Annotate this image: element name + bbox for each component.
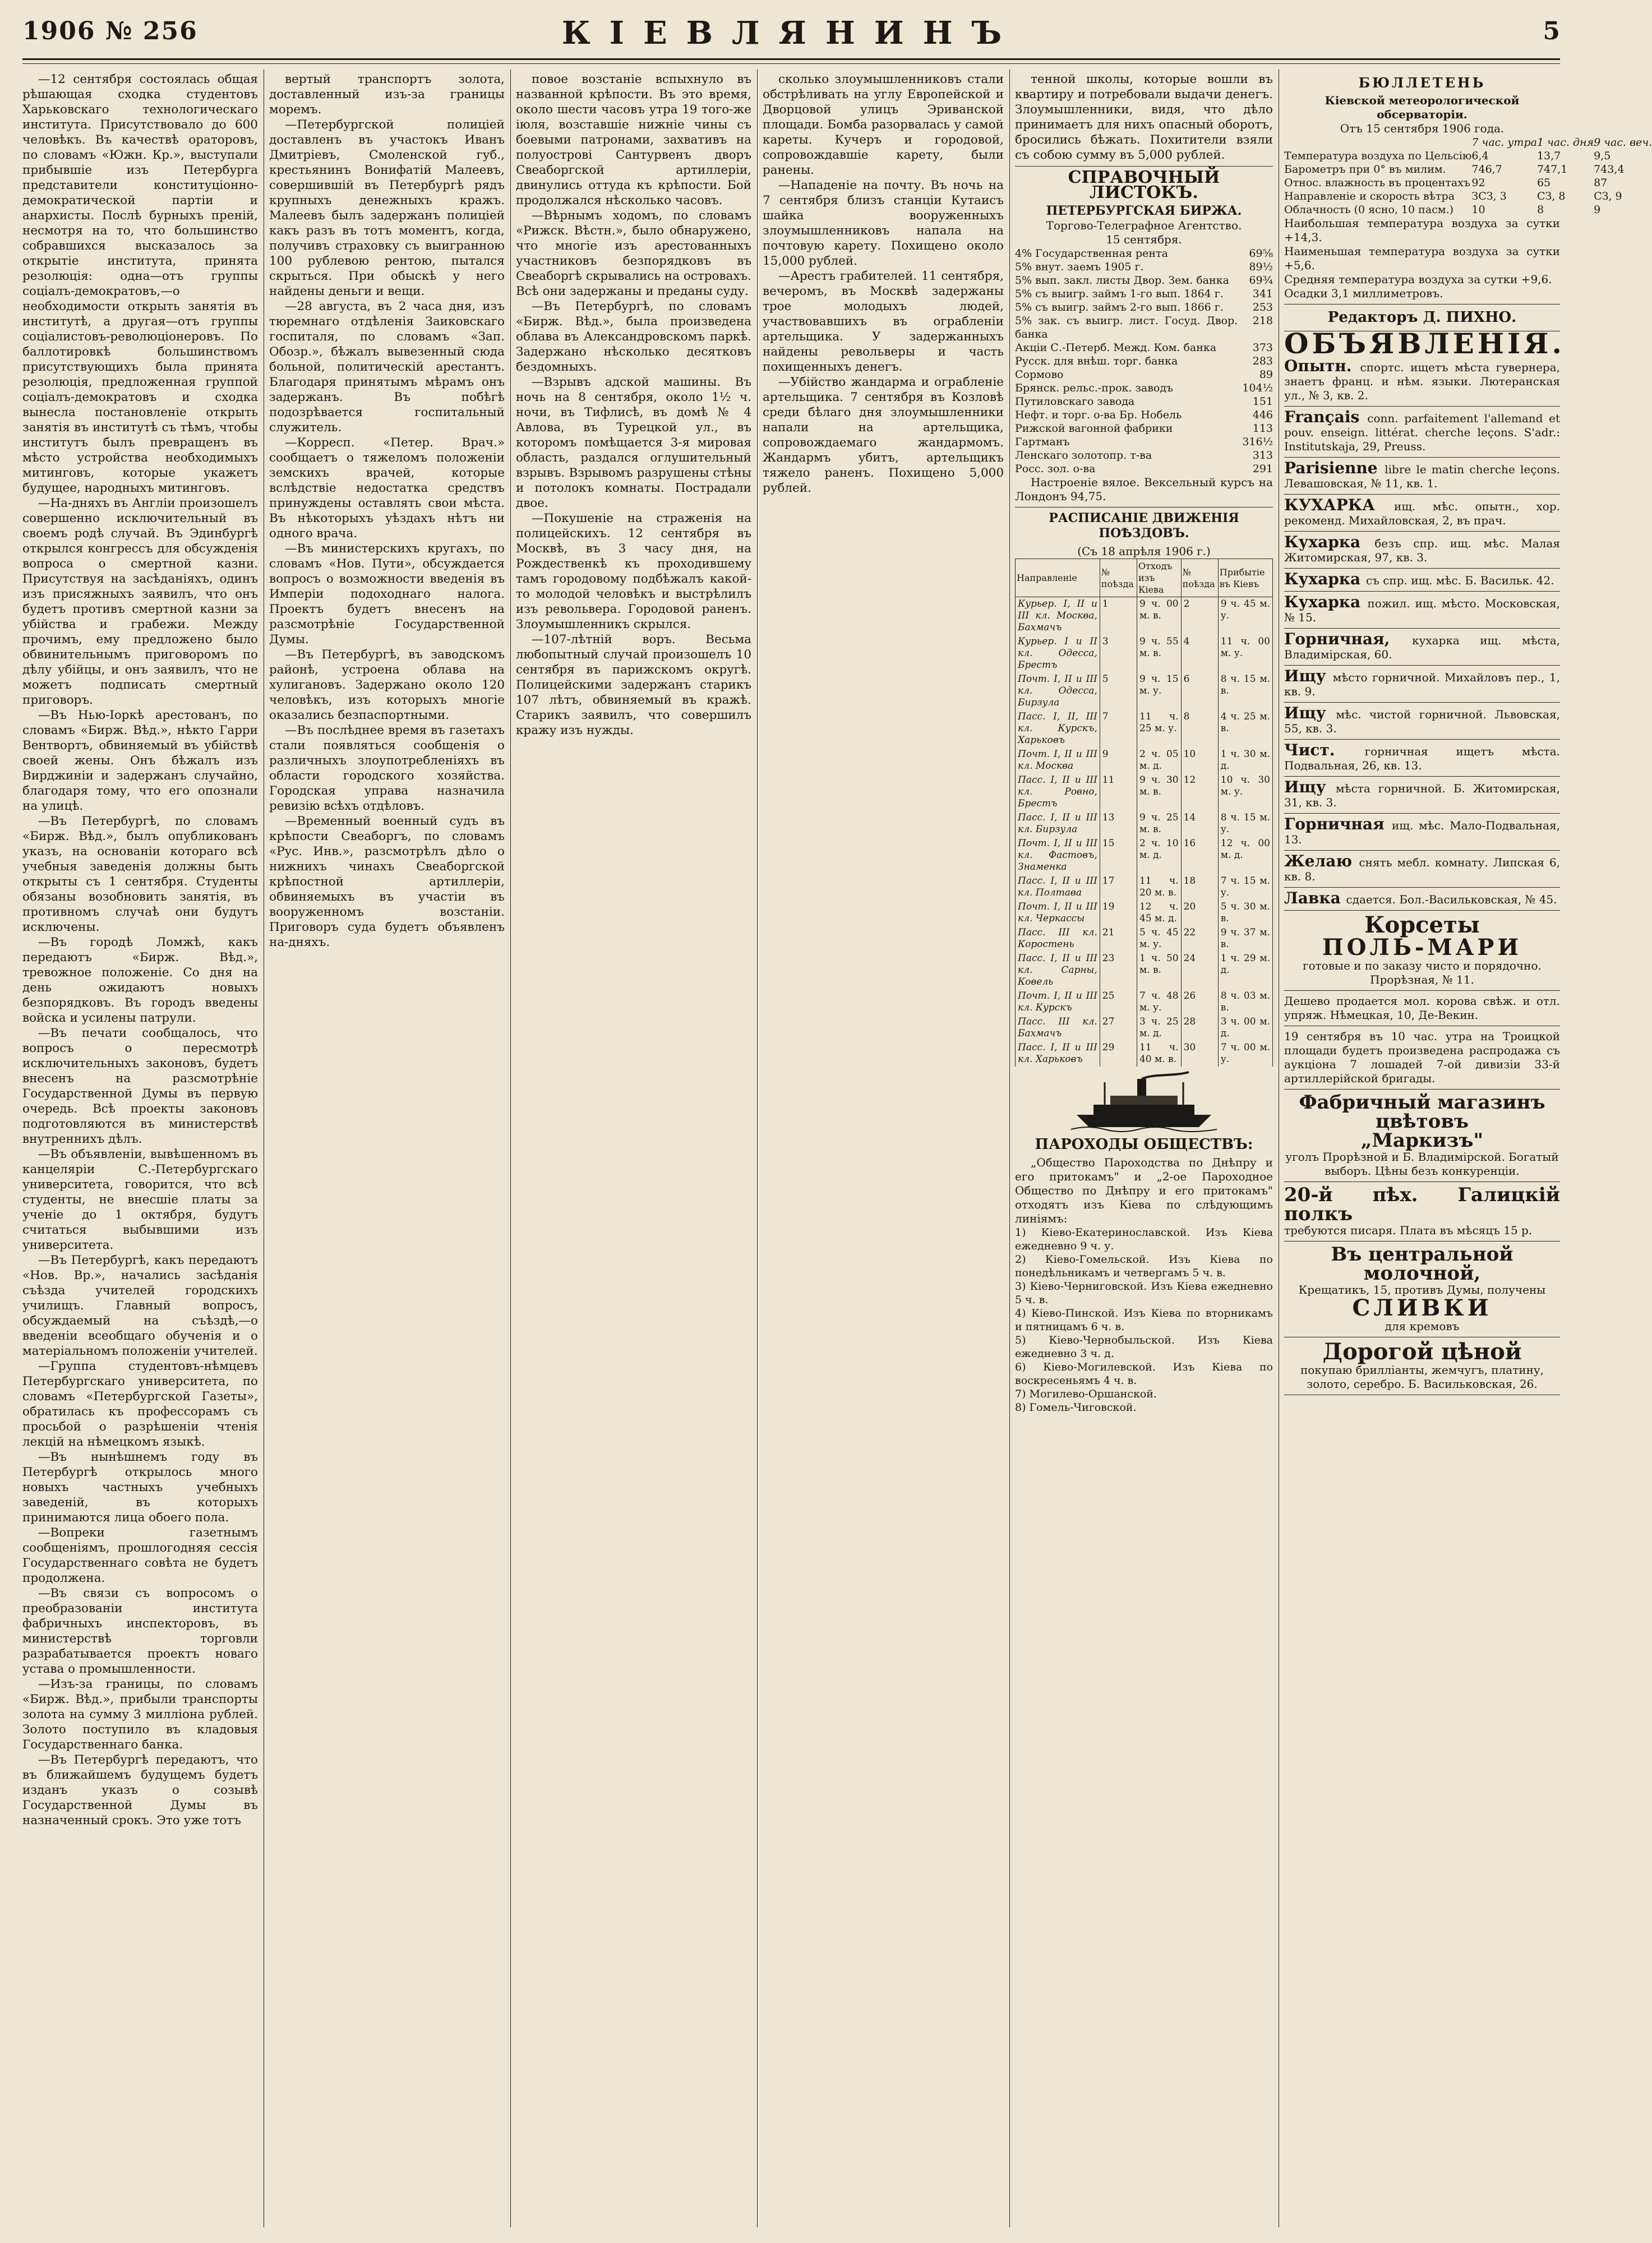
weather-value: ЗСЗ, 3 xyxy=(1471,190,1507,202)
security-name: 5% съ выигр. займъ 1-го вып. 1864 г. xyxy=(1015,288,1224,300)
schedule-cell: 3 ч. 00 м. д. xyxy=(1218,1015,1272,1041)
article-paragraph: сколько злоумышленниковъ стали обстрѣливать на углу Европейской и Дворцовой улицъ Эриванской площади. Бомба разорвалась у самой кареты. Кучеръ и городовой, сопровождавшіе карету, были ранены. xyxy=(763,72,1004,177)
schedule-cell: 3 ч. 25 м. д. xyxy=(1137,1015,1181,1041)
security-name: 5% зак. съ выигр. лист. Госуд. Двор. банка xyxy=(1015,315,1238,340)
steamer-line: 6) Кіево-Могилевской. Изъ Кіева по воскресеньямъ 4 ч. в. xyxy=(1015,1361,1273,1387)
schedule-cell: 21 xyxy=(1100,926,1137,952)
classified-ad: Горничная ищ. мѣс. Мало-Подвальная, 13. xyxy=(1284,814,1560,851)
schedule-cell: 22 xyxy=(1181,926,1218,952)
schedule-cell: 30 xyxy=(1181,1041,1218,1067)
schedule-cell: 1 xyxy=(1100,597,1137,635)
birzha-note: Настроеніе вялое. Вексельный курсъ на Лондонъ 94,75. xyxy=(1015,476,1273,503)
schedule-cell: 8 ч. 15 м. у. xyxy=(1218,811,1272,837)
schedule-cell: 12 ч. 00 м. д. xyxy=(1218,837,1272,874)
classified-ad: Кухарка пожил. ищ. мѣсто. Московская, № 15. xyxy=(1284,592,1560,629)
schedule-row xyxy=(1016,773,1273,811)
article-paragraph: —Въ Петербургѣ, по словамъ «Бирж. Вѣд.», была произведена облава въ Александровскомъ паркѣ. Задержано нѣсколько десятковъ бездомныхъ. xyxy=(516,299,751,374)
security-price: 69¾ xyxy=(1249,274,1273,287)
schedule-cell: 9 ч. 15 м. у. xyxy=(1137,672,1181,710)
security-name: Гартманъ xyxy=(1015,436,1070,448)
column-2 xyxy=(269,72,505,2225)
schedule-cell: Почт. I, II и III кл. Одесса, Бирзула xyxy=(1016,672,1100,710)
article-paragraph: —Въ Петербургѣ, какъ передаютъ «Нов. Вр.», начались засѣданія съѣзда учителей городскихъ училищъ. Главный вопросъ, обсуждаемый на съѣздѣ,—о введеніи всеобщаго обученія и о матеріальномъ положеніи учителей. xyxy=(22,1253,258,1358)
schedule-cell: 3 xyxy=(1100,635,1137,672)
article-paragraph: —Группа студентовъ-нѣмцевъ Петербургскаго университета, по словамъ «Петербургской Газеты», обратилась къ профессорамъ съ просьбой о разрѣшеніи чтенія лекцій на нѣмецкомъ языкѣ. xyxy=(22,1359,258,1449)
schedule-cell: 9 xyxy=(1100,747,1137,773)
classified-ad: Кухарка безъ спр. ищ. мѣс. Малая Житомирская, 97, кв. 3. xyxy=(1284,532,1560,569)
schedule-cell: 17 xyxy=(1100,874,1137,900)
weather-value: 747,1 xyxy=(1536,163,1568,176)
schedule-cell: 5 xyxy=(1100,672,1137,710)
schedule-title: РАСПИСАНІЕ ДВИЖЕНІЯ ПОѢЗДОВЪ. xyxy=(1049,511,1239,541)
schedule-cell: 1 ч. 29 м. д. xyxy=(1218,952,1272,989)
schedule-cell: 20 xyxy=(1181,900,1218,926)
schedule-cell: 4 xyxy=(1181,635,1218,672)
flower-shop-text: уголъ Прорѣзной и Б. Владимірской. Богатый выборъ. Цѣны безъ конкуренціи. xyxy=(1285,1150,1559,1178)
weather-value: 9,5 xyxy=(1594,150,1611,162)
weather-notes xyxy=(1284,216,1560,301)
weather-value: 743,4 xyxy=(1594,163,1625,176)
jewelry-title: Дорогой цѣной xyxy=(1322,1339,1522,1365)
article-paragraph: —Въ Петербургѣ, по словамъ «Бирж. Вѣд.», былъ опубликованъ указъ, на основаніи котораго всѣ учебныя заведенія должны быть открыты съ 1 сентября. Студенты обязаны возобновить занятія, въ противномъ случаѣ они будутъ исключены. xyxy=(22,814,258,934)
schedule-cell: 7 xyxy=(1100,710,1137,747)
corset-title: Корсеты xyxy=(1364,912,1480,938)
train-schedule-table xyxy=(1015,559,1273,1067)
cream-title: СЛИВКИ xyxy=(1352,1295,1492,1321)
schedule-cell: Почт. I, II и III кл. Черкассы xyxy=(1016,900,1100,926)
column-4 xyxy=(763,72,1004,2225)
article-paragraph: —Временный военный судъ въ крѣпости Свеаборгъ, по словамъ «Рус. Инв.», разсмотрѣлъ дѣло о нижнихъ чинахъ Свеаборгской крѣпостной артиллеріи, обвиняемыхъ въ участіи въ вооруженномъ возстаніи. Приговоръ суда будетъ объявленъ на-дняхъ. xyxy=(269,814,505,949)
flower-shop-name: „Маркизъ" xyxy=(1360,1129,1484,1152)
weather-row-label: Облачность (0 ясно, 10 пасм.) xyxy=(1284,204,1454,216)
schedule-cell: Пасс. III кл. Коростень xyxy=(1016,926,1100,952)
schedule-cell: 1 ч. 50 м. в. xyxy=(1137,952,1181,989)
schedule-cell: 9 ч. 30 м. в. xyxy=(1137,773,1181,811)
flower-shop-ad xyxy=(1284,1090,1560,1182)
regiment-title: 20-й пѣх. Галицкій полкъ xyxy=(1284,1184,1560,1225)
classified-ad: Чист. горничная ищетъ мѣста. Подвальная, 26, кв. 13. xyxy=(1284,740,1560,777)
schedule-row xyxy=(1016,811,1273,837)
weather-col-header: 9 час. веч. xyxy=(1594,136,1652,149)
classified-ad: Горничная, кухарка ищ. мѣста, Владимірская, 60. xyxy=(1284,629,1560,666)
schedule-cell: 9 ч. 00 м. в. xyxy=(1137,597,1181,635)
schedule-cell: Пасс. I, II и III кл. Полтава xyxy=(1016,874,1100,900)
article-paragraph: —107-лѣтній воръ. Весьма любопытный случай произошелъ 10 сентября въ парижскомъ округѣ. Полицейскими задержанъ старикъ 107 лѣтъ, обвиняемый въ кражѣ. Старикъ заявилъ, что совершилъ кражу изъ нужды. xyxy=(516,633,751,737)
schedule-cell: Почт. I, II и III кл. Курскъ xyxy=(1016,989,1100,1015)
schedule-cell: 14 xyxy=(1181,811,1218,837)
steamer-line: 1) Кіево-Екатеринославской. Изъ Кіева ежедневно 9 ч. у. xyxy=(1015,1226,1273,1252)
spravochny-title: СПРАВОЧНЫЙ ЛИСТОКЪ. xyxy=(1068,168,1220,202)
schedule-cell: 8 ч. 15 м. в. xyxy=(1218,672,1272,710)
schedule-cell: Почт. I, II и III кл. Москва xyxy=(1016,747,1100,773)
article-paragraph: —Корресп. «Петер. Врач.» сообщаетъ о тяжеломъ положеніи земскихъ врачей, которые вслѣдствіе недостатка средствъ принуждены оставлять свои мѣста. Въ нѣкоторыхъ уѣздахъ нѣтъ ни одного врача. xyxy=(269,436,505,541)
security-price: 313 xyxy=(1252,449,1273,461)
weather-row-label: Температура воздуха по Цельсію xyxy=(1284,150,1472,162)
article-paragraph: —Въ связи съ вопросомъ о преобразованіи института фабричныхъ инспекторовъ, въ министерствѣ торговли разрабатывается проектъ новаго устава о промышленности. xyxy=(22,1586,258,1676)
dairy-ad xyxy=(1284,1242,1560,1337)
schedule-cell: Пасс. III кл. Бахмачъ xyxy=(1016,1015,1100,1041)
article-paragraph: —Въ Петербургѣ передаютъ, что въ ближайшемъ будущемъ будетъ изданъ указъ о созывѣ Государственной Думы въ назначенный срокъ. Это уже тотъ xyxy=(22,1753,258,1827)
schedule-row xyxy=(1016,1041,1273,1067)
schedule-cell: 11 ч. 00 м. у. xyxy=(1218,635,1272,672)
column-rule xyxy=(1009,70,1010,2227)
weather-row-label: Относ. влажность въ процентахъ xyxy=(1284,177,1470,189)
classified-ad: Français conn. parfaitement l'allemand et pouv. enseign. littérat. cherche leçons. S'adr.: Institutskaja, 29, Preuss. xyxy=(1284,407,1560,458)
schedule-cell: 12 xyxy=(1181,773,1218,811)
steamer-line: 5) Кіево-Чернобыльской. Изъ Кіева ежедневно 3 ч. д. xyxy=(1015,1334,1273,1360)
schedule-cell: Почт. I, II и III кл. Фастовъ, Знаменка xyxy=(1016,837,1100,874)
schedule-row xyxy=(1016,710,1273,747)
schedule-cell: 12 ч. 45 м. д. xyxy=(1137,900,1181,926)
schedule-row xyxy=(1016,837,1273,874)
classified-ad: Parisienne libre le matin cherche leçons. Левашовская, № 11, кв. 1. xyxy=(1284,458,1560,495)
schedule-cell: 10 ч. 30 м. у. xyxy=(1218,773,1272,811)
article-paragraph: —Вопреки газетнымъ сообщеніямъ, прошлогодняя сессія Государственнаго совѣта не будетъ продолжена. xyxy=(22,1526,258,1585)
security-name: Нефт. и торг. о-ва Бр. Нобель xyxy=(1015,409,1182,421)
schedule-cell: 6 xyxy=(1181,672,1218,710)
security-name: Русск. для внѣш. торг. банка xyxy=(1015,355,1178,367)
column-1 xyxy=(22,72,258,2225)
schedule-cell: 23 xyxy=(1100,952,1137,989)
security-price: 113 xyxy=(1252,422,1273,435)
article-paragraph: —Въ Нью-Іоркѣ арестованъ, по словамъ «Бирж. Вѣд.», нѣкто Гарри Вентвортъ, обвиняемый въ убійствѣ своей жены. Онъ бѣжалъ изъ Вирджиніи и задержанъ случайно, благодаря тому, что его опознали на улицѣ. xyxy=(22,708,258,813)
schedule-header: Отходъ изъ Кіева xyxy=(1137,559,1181,597)
jewelry-ad xyxy=(1284,1337,1560,1395)
schedule-cell: 9 ч. 37 м. в. xyxy=(1218,926,1272,952)
flower-shop-title: Фабричный магазинъ цвѣтовъ xyxy=(1299,1091,1545,1133)
column-5 xyxy=(1015,72,1273,2225)
regiment-text: требуются писаря. Плата въ мѣсяцъ 15 р. xyxy=(1284,1224,1533,1237)
security-price: 69⅝ xyxy=(1249,247,1273,260)
security-price: 89½ xyxy=(1249,261,1273,273)
security-name: 4% Государственная рента xyxy=(1015,247,1168,260)
schedule-cell: 24 xyxy=(1181,952,1218,989)
ads-list xyxy=(1284,356,1560,911)
steamer-line: 2) Кіево-Гомельской. Изъ Кіева по понедѣльникамъ и четвергамъ 5 ч. в. xyxy=(1015,1253,1273,1279)
article-paragraph: —Вѣрнымъ ходомъ, по словамъ «Рижск. Вѣстн.», было обнаружено, что многіе изъ арестованныхъ участниковъ безпорядковъ въ Свеаборгѣ скрывались на островахъ. Всѣ они задержаны и преданы суду. xyxy=(516,209,751,298)
weather-table xyxy=(1284,136,1652,216)
security-price: 104½ xyxy=(1242,382,1273,394)
schedule-row xyxy=(1016,672,1273,710)
birzha-date: 15 сентября. xyxy=(1106,233,1182,246)
security-name: Сормово xyxy=(1015,368,1064,381)
article-paragraph: —Въ Петербургѣ, въ заводскомъ районѣ, устроена облава на хулигановъ. Задержано около 120 человѣкъ, изъ которыхъ многіе оказались безпаспортными. xyxy=(269,648,505,722)
steamer-line: 8) Гомель-Чиговской. xyxy=(1015,1401,1137,1414)
schedule-cell: Пасс. I, II и III кл. Сарны, Ковель xyxy=(1016,952,1100,989)
weather-col-header: 7 час. утра xyxy=(1471,136,1537,149)
article-paragraph: повое возстаніе вспыхнуло въ названной крѣпости. Въ это время, около шести часовъ утра 19 того-же іюля, возставшіе нижніе чины съ боевыми патронами, захвативъ на полуострові Сантурвенъ дворъ Свеаборгской артиллеріи, двинулись оттуда къ крѣпости. Бой продолжался нѣсколько часовъ. xyxy=(516,72,751,207)
birzha-agency: Торгово-Телеграфное Агентство. xyxy=(1046,219,1242,232)
weather-note: Осадки 3,1 миллиметровъ. xyxy=(1284,287,1443,300)
regiment-ad xyxy=(1284,1182,1560,1242)
column-3 xyxy=(516,72,751,2225)
article-paragraph: —Въ объявленіи, вывѣшенномъ въ канцеляріи С.-Петербургскаго университета, говорится, что всѣ студенты, не внесшіе платы за ученіе до 1 октября, будутъ считаться выбывшими изъ университета. xyxy=(22,1147,258,1252)
classified-ad: Опытн. спортс. ищетъ мѣста гувернера, знаетъ франц. и нѣм. языки. Лютеранская ул., № 3, кв. 2. xyxy=(1284,356,1560,407)
schedule-cell: 28 xyxy=(1181,1015,1218,1041)
article-paragraph: —На-дняхъ въ Англіи произошелъ совершенно исключительный въ своемъ родѣ случай. Въ Эдинбургѣ открылся конгрессъ для обсужденія вопроса о смертной казни. Присутствуя на засѣданіяхъ, одинъ изъ присяжныхъ заявилъ, что онъ будетъ противъ смертной казни за убійства и грабежи. Между прочимъ, ему предложено было обвинительнымъ приговоромъ по дѣлу убійцы, и онъ заявилъ, что не можетъ подписать смертный приговоръ. xyxy=(22,496,258,707)
steamer-line: 7) Могилево-Оршанской. xyxy=(1015,1388,1157,1400)
weather-row-label: Направленіе и скорость вѣтра xyxy=(1284,190,1455,202)
dairy-text: Крещатикъ, 15, противъ Думы, получены xyxy=(1298,1283,1546,1296)
schedule-header: Прибытіе въ Кіевъ xyxy=(1218,559,1272,597)
article-paragraph: —Нападеніе на почту. Въ ночь на 7 сентября близъ станціи Кутаисъ шайка вооруженныхъ злоумышленниковъ напала на почтовую карету. Похищено около 15,000 рублей. xyxy=(763,178,1004,268)
schedule-header: № поѣзда xyxy=(1100,559,1137,597)
schedule-row xyxy=(1016,747,1273,773)
schedule-cell: 9 ч. 45 м. у. xyxy=(1218,597,1272,635)
security-name: Путиловскаго завода xyxy=(1015,395,1135,408)
schedule-cell: Пасс. I, II и III кл. Харьковъ xyxy=(1016,1041,1100,1067)
schedule-cell: Пасс. I, II и III кл. Ровно, Брестъ xyxy=(1016,773,1100,811)
schedule-row xyxy=(1016,597,1273,635)
weather-value: СЗ, 8 xyxy=(1536,190,1566,202)
schedule-cell: 9 ч. 55 м. в. xyxy=(1137,635,1181,672)
article-paragraph: —12 сентября состоялась общая рѣшающая сходка студентовъ Харьковскаго технологическаго института. Присутствовало до 600 человѣкъ. Въ качествѣ ораторовъ, по словамъ «Южн. Кр.», выступали прибывшіе изъ Петербурга представители конституціонно-демократической партіи и анархисты. Послѣ бурныхъ преній, несмотря на то, что большинство собравшихся высказалось за открытіе института, принята резолюція: одна—отъ группы соціалъ-демократовъ,—о необходимости открыть занятія въ институтѣ, а другая—отъ группы соціалистовъ-революціонеровъ. По баллотировкѣ большинствомъ присутствующихъ была принята резолюція, предложенная группой соціалъ-демократовъ и сходка вынесла постановленіе открыть занятія въ институтѣ съ тѣмъ, чтобы институтъ былъ превращенъ въ мѣсто устройства необходимыхъ митинговъ, которые укажетъ будущее, народныхъ митинговъ. xyxy=(22,72,258,495)
security-name: Брянск. рельс.-прок. заводъ xyxy=(1015,382,1174,394)
security-price: 373 xyxy=(1252,341,1273,354)
bulletin-date: Отъ 15 сентября 1906 года. xyxy=(1340,122,1505,135)
weather-value: 6,4 xyxy=(1471,150,1489,162)
article-paragraph: —Въ нынѣшнемъ году въ Петербургѣ открылось много новыхъ частныхъ учебныхъ заведеній, въ которыхъ принимаются лица обоего пола. xyxy=(22,1450,258,1525)
article-paragraph: —Покушеніе на страженія на полицейскихъ. 12 сентября въ Москвѣ, въ 3 часу дня, на Рождественкѣ къ проходившему тамъ городовому подбѣжалъ какой-то молодой человѣкъ и выстрѣлилъ изъ револьвера. Городовой раненъ. Злоумышленникъ скрылся. xyxy=(516,511,751,631)
schedule-cell: 7 ч. 15 м. у. xyxy=(1218,874,1272,900)
security-name: 5% съ выигр. займъ 2-го вып. 1866 г. xyxy=(1015,301,1224,313)
weather-value: 10 xyxy=(1471,204,1485,216)
article-paragraph: —Въ городѣ Ломжѣ, какъ передаютъ «Бирж. Вѣд.», тревожное положеніе. Со дня на день ожидаютъ новыхъ безпорядковъ. Въ городъ введены войска и усилены патрули. xyxy=(22,935,258,1025)
schedule-cell: Курьер. I, II и III кл. Москва, Бахмачъ xyxy=(1016,597,1100,635)
schedule-cell: 2 ч. 10 м. д. xyxy=(1137,837,1181,874)
schedule-row xyxy=(1016,635,1273,672)
weather-value: 92 xyxy=(1471,177,1485,189)
security-price: 316½ xyxy=(1242,436,1273,448)
classified-ad: Желаю снять мебл. комнату. Липская 6, кв. 8. xyxy=(1284,851,1560,888)
article-paragraph: —Въ послѣднее время въ газетахъ стали появляться сообщенія о различныхъ злоупотребленіяхъ въ области городского хозяйства. Городская управа назначила ревизію всѣхъ отдѣловъ. xyxy=(269,723,505,813)
cheap-ad: Дешево продается мол. корова свѣж. и отл. упряж. Нѣмецкая, 10, Де-Векин. xyxy=(1284,991,1560,1026)
weather-row-label: Барометръ при 0° въ милим. xyxy=(1284,163,1446,176)
steamers-title: ПАРОХОДЫ ОБЩЕСТВЪ: xyxy=(1035,1136,1253,1153)
schedule-cell: 25 xyxy=(1100,989,1137,1015)
schedule-cell: 2 xyxy=(1181,597,1218,635)
schedule-cell: Пасс. I, II, III кл. Курскъ, Харьковъ xyxy=(1016,710,1100,747)
corset-brand: ПОЛЬ-МАРИ xyxy=(1322,934,1522,961)
schedule-cell: Курьер. I и II кл. Одесса, Брестъ xyxy=(1016,635,1100,672)
page-number: 5 xyxy=(1543,17,1560,45)
schedule-cell: 8 ч. 03 м. в. xyxy=(1218,989,1272,1015)
schedule-cell: 10 xyxy=(1181,747,1218,773)
schedule-cell: 8 xyxy=(1181,710,1218,747)
schedule-cell: 7 ч. 48 м. у. xyxy=(1137,989,1181,1015)
steamers-lines xyxy=(1015,1226,1273,1414)
schedule-cell: 11 ч. 25 м. у. xyxy=(1137,710,1181,747)
classified-ad: Ищу мѣсто горничной. Михайловъ пер., 1, кв. 9. xyxy=(1284,666,1560,703)
steamer-line: 4) Кіево-Пинской. Изъ Кіева по вторникамъ и пятницамъ 6 ч. в. xyxy=(1015,1307,1273,1333)
security-name: Ленскаго золотопр. т-ва xyxy=(1015,449,1152,461)
security-price: 341 xyxy=(1252,288,1273,300)
weather-value: 13,7 xyxy=(1536,150,1561,162)
schedule-cell: 9 ч. 25 м. в. xyxy=(1137,811,1181,837)
jewelry-text: покупаю брилліанты, жемчугъ, платину, золото, серебро. Б. Васильковская, 26. xyxy=(1300,1363,1544,1391)
schedule-cell: 7 ч. 00 м. у. xyxy=(1218,1041,1272,1067)
security-price: 283 xyxy=(1252,355,1273,367)
schedule-row xyxy=(1016,952,1273,989)
article-paragraph: вертый транспортъ золота, доставленный изъ-за границы моремъ. xyxy=(269,72,505,117)
schedule-cell: 29 xyxy=(1100,1041,1137,1067)
security-name: 5% вып. закл. листы Двор. Зем. банка xyxy=(1015,274,1229,287)
steamship-icon xyxy=(1071,1071,1217,1133)
article-paragraph: —Взрывъ адской машины. Въ ночь на 8 сентября, около 1½ ч. ночи, въ Тифлисѣ, въ домѣ № 4 Авлова, въ Турецкой ул., въ которомъ помѣщается 3-я мировая область, раздался оглушительный взрывъ. Взрывомъ разрушены стѣны и потолокъ комнаты. Пострадали двое. xyxy=(516,375,751,510)
article-paragraph: —28 августа, въ 2 часа дня, изъ тюремнаго отдѣленія Заиковскаго госпиталя, по словамъ «Зап. Обозр.», бѣжалъ вывезенный сюда больной, политическій арестантъ. Благодаря принятымъ мѣрамъ онъ задержанъ. Въ побѣгѣ подозрѣвается госпитальный служитель. xyxy=(269,299,505,435)
schedule-cell: 18 xyxy=(1181,874,1218,900)
schedule-row xyxy=(1016,874,1273,900)
steamer-line: 3) Кіево-Черниговской. Изъ Кіева ежедневно 5 ч. в. xyxy=(1015,1280,1273,1306)
article-paragraph: —Петербургской полиціей доставленъ въ участокъ Иванъ Дмитріевъ, Смоленской губ., крестьянинъ Вонифатій Малеевъ, совершившій въ Петербургѣ рядъ крупныхъ денежныхъ кражъ. Малеевъ былъ задержанъ полиціей какъ разъ въ тотъ моментъ, когда, получивъ страховку съ выигранною 100 рублевою рентою, пытался скрыться. При обыскѣ у него найдены деньги и вещи. xyxy=(269,118,505,298)
article-paragraph: тенной школы, которые вошли въ квартиру и потребовали выдачи денегъ. Злоумышленники, видя, что дѣло принимаетъ для нихъ опасный оборотъ, бросились бѣжать. Похитители взяли съ собою сумму въ 5,000 рублей. xyxy=(1015,72,1273,162)
cream-sub: для кремовъ xyxy=(1385,1319,1460,1333)
weather-note: Наибольшая температура воздуха за сутки +14,3. xyxy=(1284,216,1560,244)
article-paragraph: —Въ печати сообщалось, что вопросъ о пересмотрѣ исключительныхъ законовъ, будетъ внесенъ на разсмотрѣніе Государственной Думы въ первую очередь. Всѣ проекты законовъ подготовляются въ министерствѣ внутреннихъ дѣлъ. xyxy=(22,1026,258,1146)
column-6 xyxy=(1284,72,1652,2225)
article-paragraph: —Арестъ грабителей. 11 сентября, вечеромъ, въ Москвѣ задержаны трое молодыхъ людей, участвовавшихъ въ ограбленіи артельщика. У задержанныхъ найдены револьверы и часть похищенныхъ денегъ. xyxy=(763,269,1004,374)
weather-value: 9 xyxy=(1594,204,1601,216)
schedule-cell: 13 xyxy=(1100,811,1137,837)
security-price: 253 xyxy=(1252,301,1273,313)
bulletin-title: БЮЛЛЕТЕНЬ xyxy=(1358,75,1486,91)
schedule-row xyxy=(1016,926,1273,952)
schedule-subtitle: (Съ 18 апрѣля 1906 г.) xyxy=(1077,544,1211,558)
schedule-cell: 4 ч. 25 м. в. xyxy=(1218,710,1272,747)
newspaper-title: КІЕВЛЯНИНЪ xyxy=(561,15,1021,52)
schedule-cell: 5 ч. 45 м. у. xyxy=(1137,926,1181,952)
classified-ad: КУХАРКА ищ. мѣс. опытн., хор. рекоменд. Михайловская, 2, въ прач. xyxy=(1284,495,1560,532)
editor-line: Редакторъ Д. ПИХНО. xyxy=(1327,309,1517,326)
schedule-row xyxy=(1016,900,1273,926)
weather-value: 746,7 xyxy=(1471,163,1502,176)
steamers-text: „Общество Пароходства по Днѣпру и его притокамъ" и „2-ое Пароходное Общество по Днѣпру и его притокамъ" отходятъ изъ Кіева по слѣдующимъ линіямъ: xyxy=(1015,1156,1273,1225)
corset-text: готовые и по заказу чисто и порядочно. Прорѣзная, № 11. xyxy=(1303,959,1542,986)
issue-number: 1906 № 256 xyxy=(22,17,198,45)
masthead xyxy=(22,12,1560,52)
weather-value: СЗ, 9 xyxy=(1594,190,1622,202)
schedule-row xyxy=(1016,989,1273,1015)
article-paragraph: —Изъ-за границы, по словамъ «Бирж. Вѣд.», прибыли транспорты золота на сумму 3 милліона рублей. Золото поступило въ кладовыя Государственнаго банка. xyxy=(22,1677,258,1752)
classified-ad: Ищу мѣс. чистой горничной. Львовская, 55, кв. 3. xyxy=(1284,703,1560,740)
security-name: 5% внут. заемъ 1905 г. xyxy=(1015,261,1144,273)
security-name: Росс. зол. о-ва xyxy=(1015,463,1096,475)
article-paragraph: —Въ министерскихъ кругахъ, по словамъ «Нов. Пути», обсуждается вопросъ о возможности введенія въ Имперіи подоходнаго налога. Проектъ будетъ внесенъ на разсмотрѣніе Государственной Думы. xyxy=(269,542,505,647)
classified-ad: Лавка сдается. Бол.-Васильковская, № 45. xyxy=(1284,888,1560,911)
classified-ad: Ищу мѣста горничной. Б. Житомирская, 31, кв. 3. xyxy=(1284,777,1560,814)
security-price: 89 xyxy=(1259,368,1273,381)
schedule-header: № поѣзда xyxy=(1181,559,1218,597)
schedule-cell: 26 xyxy=(1181,989,1218,1015)
schedule-row xyxy=(1016,1015,1273,1041)
schedule-cell: Пасс. I, II и III кл. Бирзула xyxy=(1016,811,1100,837)
schedule-cell: 27 xyxy=(1100,1015,1137,1041)
schedule-cell: 19 xyxy=(1100,900,1137,926)
dairy-title: Въ центральной молочной, xyxy=(1331,1243,1513,1285)
security-price: 446 xyxy=(1252,409,1273,421)
schedule-cell: 15 xyxy=(1100,837,1137,874)
weather-col-header xyxy=(1284,136,1471,149)
article-paragraph: —Убійство жандарма и ограбленіе артельщика. 7 сентября въ Козловѣ среди бѣлаго дня злоумышленники напали на артельщика, сопровождаемаго жандармомъ. Жандармъ убитъ, артельщикъ тяжело раненъ. Похищено 5,000 рублей. xyxy=(763,375,1004,495)
security-price: 151 xyxy=(1252,395,1273,408)
auction-ad: 19 сентября въ 10 час. утра на Троицкой площади будетъ произведена распродажа съ аукціона 7 лошадей 7-ой дивизіи 33-й артиллерійской бригады. xyxy=(1284,1026,1560,1090)
corset-ad xyxy=(1284,911,1560,991)
weather-note: Наименьшая температура воздуха за сутки +5,6. xyxy=(1284,244,1560,272)
classified-ad: Кухарка съ спр. ищ. мѣс. Б. Васильк. 42. xyxy=(1284,569,1560,592)
birzha-title: ПЕТЕРБУРГСКАЯ БИРЖА. xyxy=(1046,204,1242,218)
schedule-cell: 2 ч. 05 м. д. xyxy=(1137,747,1181,773)
security-name: Рижской вагонной фабрики xyxy=(1015,422,1173,435)
column-rule xyxy=(757,70,758,2227)
birzha-table xyxy=(1015,247,1273,476)
weather-col-header: 1 час. дня xyxy=(1536,136,1594,149)
security-name: Акціи С.-Петерб. Межд. Ком. банка xyxy=(1015,341,1217,354)
security-price: 291 xyxy=(1252,463,1273,475)
schedule-cell: 11 ч. 40 м. в. xyxy=(1137,1041,1181,1067)
security-price: 218 xyxy=(1252,315,1273,327)
schedule-cell: 11 ч. 20 м. в. xyxy=(1137,874,1181,900)
ads-title: ОБЪЯВЛЕНІЯ. xyxy=(1284,327,1565,360)
schedule-cell: 11 xyxy=(1100,773,1137,811)
schedule-cell: 16 xyxy=(1181,837,1218,874)
schedule-header: Направленіе xyxy=(1016,559,1100,597)
schedule-cell: 5 ч. 30 м. в. xyxy=(1218,900,1272,926)
header-rule xyxy=(22,58,1560,64)
bulletin-subtitle: Кіевской метеорологической обсерваторіи. xyxy=(1325,94,1520,121)
weather-note: Средняя температура воздуха за сутки +9,6. xyxy=(1284,273,1552,286)
weather-value: 87 xyxy=(1594,177,1608,189)
column-rule xyxy=(510,70,511,2227)
weather-value: 65 xyxy=(1536,177,1551,189)
schedule-cell: 1 ч. 30 м. д. xyxy=(1218,747,1272,773)
weather-value: 8 xyxy=(1536,204,1544,216)
